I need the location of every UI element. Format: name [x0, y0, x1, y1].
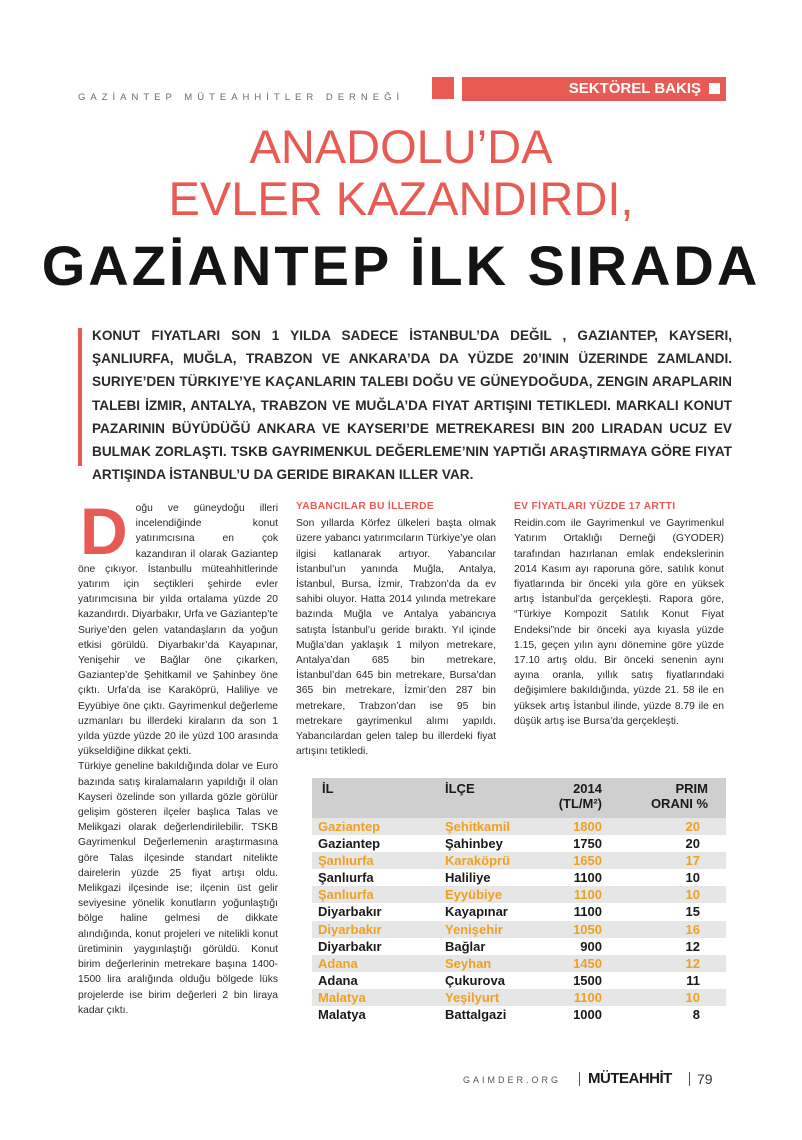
title-line-1: ANADOLU’DA [249, 120, 553, 173]
cell-ilce: Karaköprü [445, 853, 511, 869]
table-row [312, 989, 726, 1006]
cell-ilce: Bağlar [445, 938, 486, 954]
cell-premium: 16 [685, 921, 700, 937]
cell-price: 900 [580, 938, 602, 954]
column-2 [296, 499, 496, 759]
title-line-2: EVLER KAZANDIRDI, [168, 172, 634, 225]
footer-separator [689, 1072, 690, 1086]
cell-premium: 10 [685, 870, 700, 886]
cell-il: Şanlıurfa [318, 870, 374, 886]
column-3-paragraph: Reidin.com ile Gayrimenkul ve Gayrimenkul Yatırım Ortaklığı Derneği (GYODER) tarafından hazırlanan emlak endekslerinin 2014 Kasım ayı raporuna göre, satılık konut fiyatlarında bir önceki yıla göre en yüksek artış İstanbul’da gerçekleşti. Rapora göre, “Türkiye Kompozit Satılık Konut Fiyat Endeksi”nde bir önceki aya kıyasla yüzde 1.15, geçen yılın aynı dönemine göre yüzde 17.10 artış oldu. Bir önceki senenin aynı ayına oranla, yıllık satış fiyatlarındaki değişimlere bakıldığında, yüzde 21. 58 ile en yüksek artış İstanbul ilinde, yüzde 8.79 ile en düşük artış ise Bursa’da gerçekleşti. [514, 518, 724, 727]
header-prim [612, 781, 708, 811]
cell-ilce: Seyhan [445, 955, 492, 971]
cell-il: Malatya [318, 1007, 366, 1023]
cell-premium: 20 [685, 819, 700, 834]
cell-price: 1650 [573, 853, 602, 869]
cell-premium: 11 [686, 972, 700, 988]
cell-price: 1000 [573, 1007, 602, 1023]
lead-accent-bar [78, 328, 82, 466]
cell-ilce: Yeşilyurt [445, 989, 500, 1005]
column-1-paragraph-2: Türkiye geneline bakıldığında dolar ve Euro bazında satış kiralamaların yapıldığı il olan Kayseri özelinde son yıllarda gözle görülür gelişim gösteren ilçeler başlıca Talas ve Melikgazi olarak değerlendirilebilir. TSKB Gayrimenkul Değerlemenin araştırmasına göre Talas ilçesinde standart nitelikte dairelerin yüzde 25 fiyat artışı oldu. Melikgazi ilçesinde ise; ilçenin üst gelir seviyesine yönelik konutların yoğunlaştığı bölge haline gelmesi de dikkate alındığında, konut projeleri ve nitelikli konut üretiminin yaygınlaştığı görüldü. Konut birim değerlerinin metrekare başına 1400-1500 lira aralığında olduğu bölgede lüks projelerde ise birim değerleri 2 bin liraya kadar çıktı. [78, 761, 278, 1016]
cell-premium: 8 [692, 1007, 700, 1023]
square-icon [709, 83, 720, 94]
cell-premium: 17 [685, 853, 700, 869]
column-1-paragraph-1: oğu ve güneydoğu illeri incelendiğinde konut yatırımcısına en çok kazandıran il olarak Gaziantep öne çıkıyor. İstanbullu müteahhitlerinde yatırım için seçtikleri şehirde evler yatırımcısına bir yılda ortalama yüzde 20 kazandırdı. Diyarbakır, Urfa ve Gaziantep’te Suriye’den gelen vatandaşların da yoğun etkisi görüldü. Diyarbakır’da Kayapınar, Yenişehir ve Bağlar öne çıkarken, Gaziantep’de Şehitkamil ve Şahinbey öne çıktı. Urfa’da ise Karaköprü, Haliliye ve Eyyübiye öne çıktı. Gayrimenkul değerleme uzmanları bu illerdeki kiraların da son 1 yılda yüzde yüzde 20 ile yüzd 100 arasında yükseldiğine dikkat çekti. [78, 503, 278, 758]
section-label-text: SEKTÖREL BAKIŞ [568, 80, 701, 97]
cell-premium: 12 [685, 955, 700, 971]
drop-cap: D [80, 494, 128, 568]
cell-price: 1750 [573, 836, 602, 852]
table-row [312, 972, 726, 989]
cell-ilce: Kayapınar [445, 904, 508, 920]
table-row [312, 938, 726, 955]
cell-ilce: Şehitkamil [445, 819, 511, 834]
column-3 [514, 499, 724, 729]
cell-price: 1100 [573, 989, 602, 1005]
header-il: İL [322, 781, 334, 796]
cell-ilce: Haliliye [445, 870, 491, 886]
column-3-heading: EV FİYATLARI YÜZDE 17 ARTTI [514, 501, 676, 512]
cell-premium: 10 [685, 887, 700, 903]
title-line-3: GAZİANTEP İLK SIRADA [41, 234, 761, 297]
cell-il: Gaziantep [318, 819, 381, 834]
cell-il: Diyarbakır [318, 938, 382, 954]
lead-paragraph: KONUT FIYATLARI SON 1 YILDA SADECE İSTANBUL’DA DEĞIL , GAZIANTEP, KAYSERI, ŞANLIURFA, MUĞLA, TRABZON VE ANKARA’DA DA YÜZDE 20’ININ ÜZERINDE ZAMLANDI. SURIYE’DEN TÜRKIYE’YE KAÇANLARIN TALEBI DOĞU VE GÜNEYDOĞUDA, ZENGIN ARAPLARIN TALEBI İZMIR, ANTALYA, TRABZON VE MUĞLA’DA FIYAT ARTIŞINI TETIKLEDI. MARKALI KONUT PAZARININ BÜYÜDÜĞÜ ANKARA VE KAYSERI’DE METREKARESI BIN 200 LIRADAN UCUZ EV BULMAK ZORLAŞTI. TSKB GAYRIMENKUL DEĞERLEME’NIN YAPTIĞI ARAŞTIRMAYA GÖRE FIYAT ARTIŞINDA İSTANBUL’U DA GERIDE BIRAKAN ILLER VAR. [92, 328, 732, 483]
cell-il: Diyarbakır [318, 904, 382, 920]
cell-premium: 20 [685, 836, 700, 852]
cell-il: Adana [318, 972, 358, 988]
cell-premium: 12 [685, 938, 700, 954]
column-1 [78, 494, 278, 1018]
column-2-paragraph: Son yıllarda Körfez ülkeleri başta olmak üzere yabancı yatırımcıların Türkiye’ye olan ilgisi katlanarak artıyor. Yabancılar İstanbul’un yanında Muğla, Antalya, İstanbul, Bursa, İzmir, Trabzon’da da ev sahibi oluyor. Hatta 2014 yılında metrekare bazında Muğla ve Antalya yabancıya satışta İstanbul’u geride bıraktı. Yıl içinde Muğla’dan yaklaşık 1 milyon metrekare, Antalya’dan 685 bin metrekare, İstanbul’dan 645 bin metrekare, Bursa’dan 365 bin metrekare, İzmir’den 287 bin metrekare, Trabzon’dan ise 95 bin metrekare gayrimenkul alımı yapıldı. Yabancılardan gelen talep bu illerdeki fiyat artışını tetikledi. [296, 518, 496, 758]
page-number: 79 [697, 1071, 713, 1087]
table-row [312, 921, 726, 938]
cell-price: 1800 [573, 819, 602, 834]
header-year-line-2: (TL/M²) [558, 796, 602, 811]
cell-price: 1450 [573, 955, 602, 971]
table-row [312, 852, 726, 869]
cell-price: 1500 [573, 972, 602, 988]
table-row [312, 955, 726, 972]
footer-brand: MÜTEAHHİT [588, 1070, 672, 1087]
header-ilce: İLÇE [445, 781, 475, 796]
table-body [312, 818, 726, 1023]
cell-price: 1100 [573, 870, 602, 886]
cell-il: Diyarbakır [318, 921, 382, 937]
cell-il: Şanlıurfa [318, 887, 374, 903]
association-name: GAZİANTEP MÜTEAHHİTLER DERNEĞİ [78, 92, 405, 103]
header-prim-line-1: PRIM [675, 781, 708, 796]
header-year-line-1: 2014 [573, 781, 602, 796]
price-table [312, 778, 726, 1023]
cell-il: Adana [318, 955, 358, 971]
cell-il: Malatya [318, 989, 366, 1005]
cell-ilce: Eyyübiye [445, 887, 503, 903]
cell-ilce: Çukurova [445, 972, 505, 988]
table-row [312, 903, 726, 920]
header-prim-line-2: ORANI % [650, 796, 708, 811]
footer-site: GAIMDER.ORG [463, 1075, 562, 1085]
table-row [312, 818, 726, 835]
cell-premium: 10 [685, 989, 700, 1005]
cell-ilce: Battalgazi [445, 1007, 507, 1023]
cell-premium: 15 [685, 904, 700, 920]
footer-separator [579, 1072, 580, 1086]
cell-price: 1100 [573, 887, 602, 903]
column-2-heading: YABANCILAR BU İLLERDE [296, 501, 435, 512]
table-row [312, 835, 726, 852]
table-row [312, 886, 726, 903]
cell-ilce: Yenişehir [445, 921, 503, 937]
cell-il: Şanlıurfa [318, 853, 374, 869]
table-row [312, 869, 726, 886]
cell-price: 1050 [573, 921, 602, 937]
cell-il: Gaziantep [318, 836, 381, 852]
header-accent-block [432, 77, 454, 99]
table-row [312, 1006, 726, 1023]
cell-ilce: Şahinbey [445, 836, 503, 852]
section-label [462, 77, 726, 101]
header-year [522, 781, 602, 811]
cell-price: 1100 [573, 904, 602, 920]
table-header [312, 778, 726, 818]
